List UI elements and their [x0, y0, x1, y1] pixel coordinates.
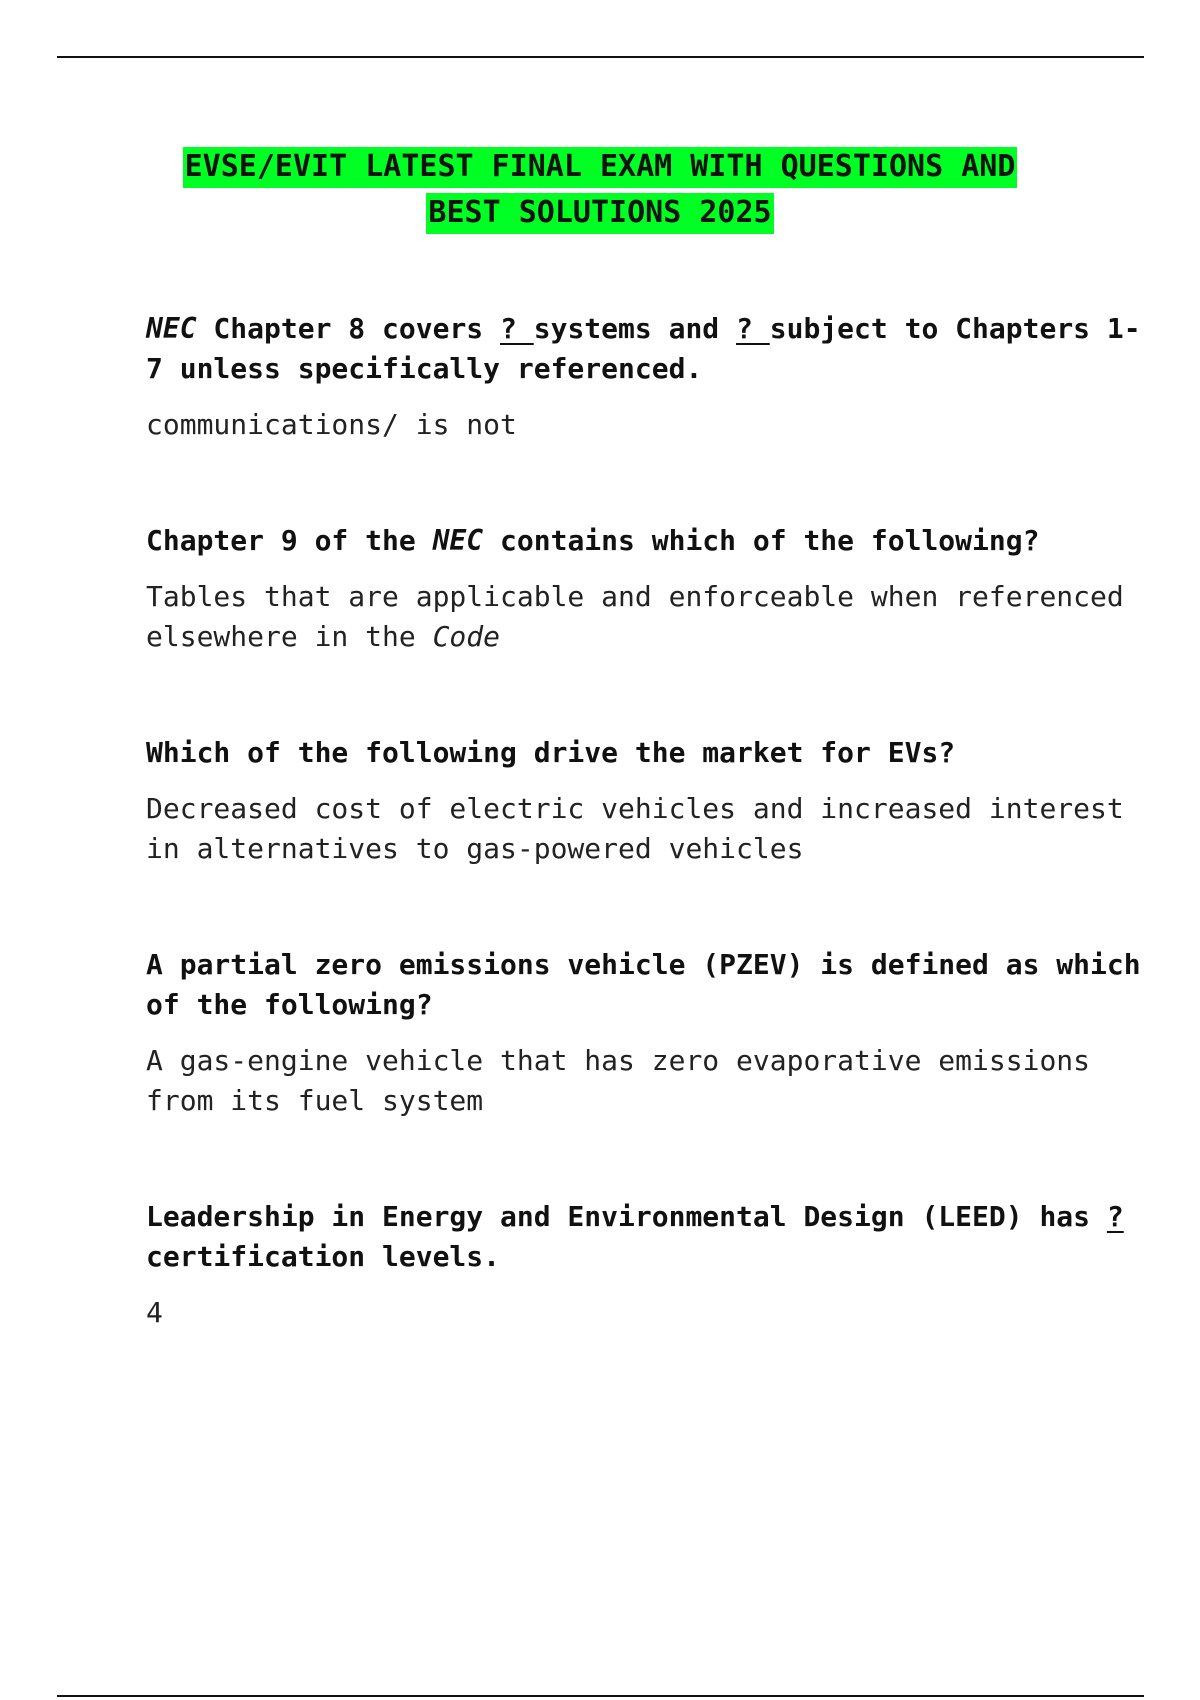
bottom-rule	[57, 1695, 1144, 1697]
blank-marker: ?	[736, 312, 770, 345]
title-line-1: EVSE/EVIT LATEST FINAL EXAM WITH QUESTIONS AND	[183, 147, 1018, 188]
code-italic: Code	[432, 620, 501, 653]
answer-4: A gas-engine vehicle that has zero evaporative emissions from its fuel system	[146, 1044, 1091, 1117]
question-4: A partial zero emissions vehicle (PZEV) is defined as which of the following?	[146, 948, 1141, 1021]
answer-5: 4	[146, 1296, 163, 1329]
answer-2: Tables that are applicable and enforceable when referenced elsewhere in the Code	[146, 580, 1124, 653]
nec-italic: NEC	[146, 312, 197, 345]
question-1: NEC Chapter 8 covers ? systems and ? subject to Chapters 1-7 unless specifically referenced.	[146, 312, 1141, 385]
answer-1: communications/ is not	[146, 408, 517, 441]
qa-item-2	[146, 521, 1146, 657]
top-rule	[57, 56, 1144, 58]
blank-marker: ?	[1106, 1200, 1124, 1233]
nec-italic: NEC	[432, 524, 484, 557]
question-5: Leadership in Energy and Environmental Design (LEED) has ? certification levels.	[146, 1200, 1124, 1273]
qa-item-1	[146, 309, 1146, 445]
question-2: Chapter 9 of the NEC contains which of the following?	[146, 524, 1040, 557]
answer-3: Decreased cost of electric vehicles and increased interest in alternatives to gas-powered vehicles	[146, 792, 1124, 865]
question-3: Which of the following drive the market for EVs?	[146, 736, 956, 769]
qa-item-5	[146, 1197, 1146, 1333]
qa-item-3	[146, 733, 1146, 869]
qa-item-4	[146, 945, 1146, 1121]
blank-marker: ?	[500, 312, 534, 345]
document-title	[100, 144, 1100, 236]
title-line-2: BEST SOLUTIONS 2025	[426, 193, 773, 234]
